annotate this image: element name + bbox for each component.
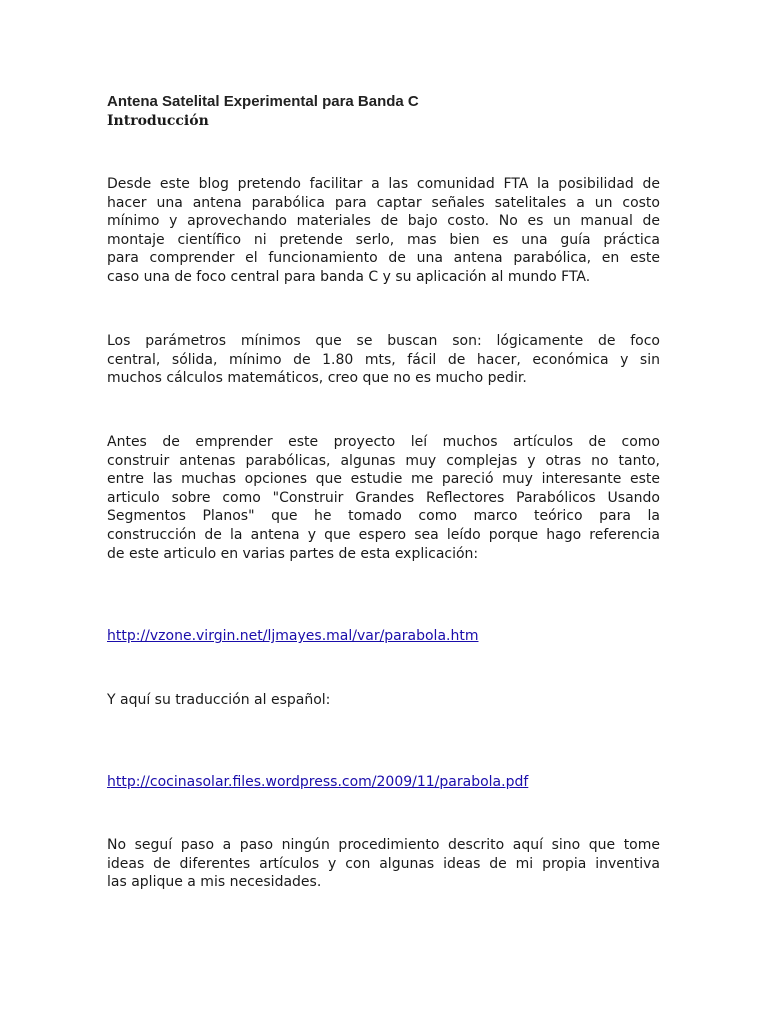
paragraph-parameters <box>107 332 660 388</box>
text-line: las aplique a mis necesidades. <box>107 874 322 891</box>
text-line: construcción de la antena y que espero sea leído porque hago referencia <box>107 526 660 543</box>
text-line: ideas de diferentes artículos y con algunas ideas de mi propia inventiva <box>107 855 660 872</box>
reference-link-translation[interactable]: http://cocinasolar.files.wordpress.com/2009/11/parabola.pdf <box>107 774 529 790</box>
text-line: de este articulo en varias partes de esta explicación: <box>107 545 479 562</box>
document-title: Antena Satelital Experimental para Banda C <box>107 93 419 110</box>
paragraph-conclusion <box>107 836 660 892</box>
text-line: Los parámetros mínimos que se buscan son: lógicamente de foco <box>107 333 660 349</box>
text-line: entre las muchas opciones que estudie me pareció muy interesante este <box>107 471 660 488</box>
text-line: Antes de emprender este proyecto leí muchos artículos de como <box>107 434 660 450</box>
section-heading: Introducción <box>107 113 209 129</box>
text-line: Segmentos Planos" que he tomado como marco teórico para la <box>107 508 660 525</box>
paragraph-background <box>107 433 660 563</box>
text-line: para comprender el funcionamiento de una antena parabólica, en este <box>107 250 660 267</box>
paragraph-intro <box>107 175 660 287</box>
text-line: construir antenas parabólicas, algunas muy complejas y otras no tanto, <box>107 452 660 469</box>
text-line: muchos cálculos matemáticos, creo que no es mucho pedir. <box>107 370 527 387</box>
text-line: caso una de foco central para banda C y su aplicación al mundo FTA. <box>107 268 591 285</box>
text-line: central, sólida, mínimo de 1.80 mts, fácil de hacer, económica y sin <box>107 351 660 368</box>
text-line: montaje científico ni pretende serlo, mas bien es una guía práctica <box>107 231 660 248</box>
reference-link-parabola[interactable]: http://vzone.virgin.net/ljmayes.mal/var/parabola.htm <box>107 628 479 644</box>
text-line: hacer una antena parabólica para captar señales satelitales a un costo <box>107 194 660 211</box>
text-line: mínimo y aprovechando materiales de bajo costo. No es un manual de <box>107 213 660 230</box>
translation-label: Y aquí su traducción al español: <box>107 692 331 708</box>
text-line: Desde este blog pretendo facilitar a las comunidad FTA la posibilidad de <box>107 176 660 192</box>
text-line: articulo sobre como "Construir Grandes Reflectores Parabólicos Usando <box>107 489 660 506</box>
text-line: No seguí paso a paso ningún procedimiento descrito aquí sino que tome <box>107 837 660 853</box>
